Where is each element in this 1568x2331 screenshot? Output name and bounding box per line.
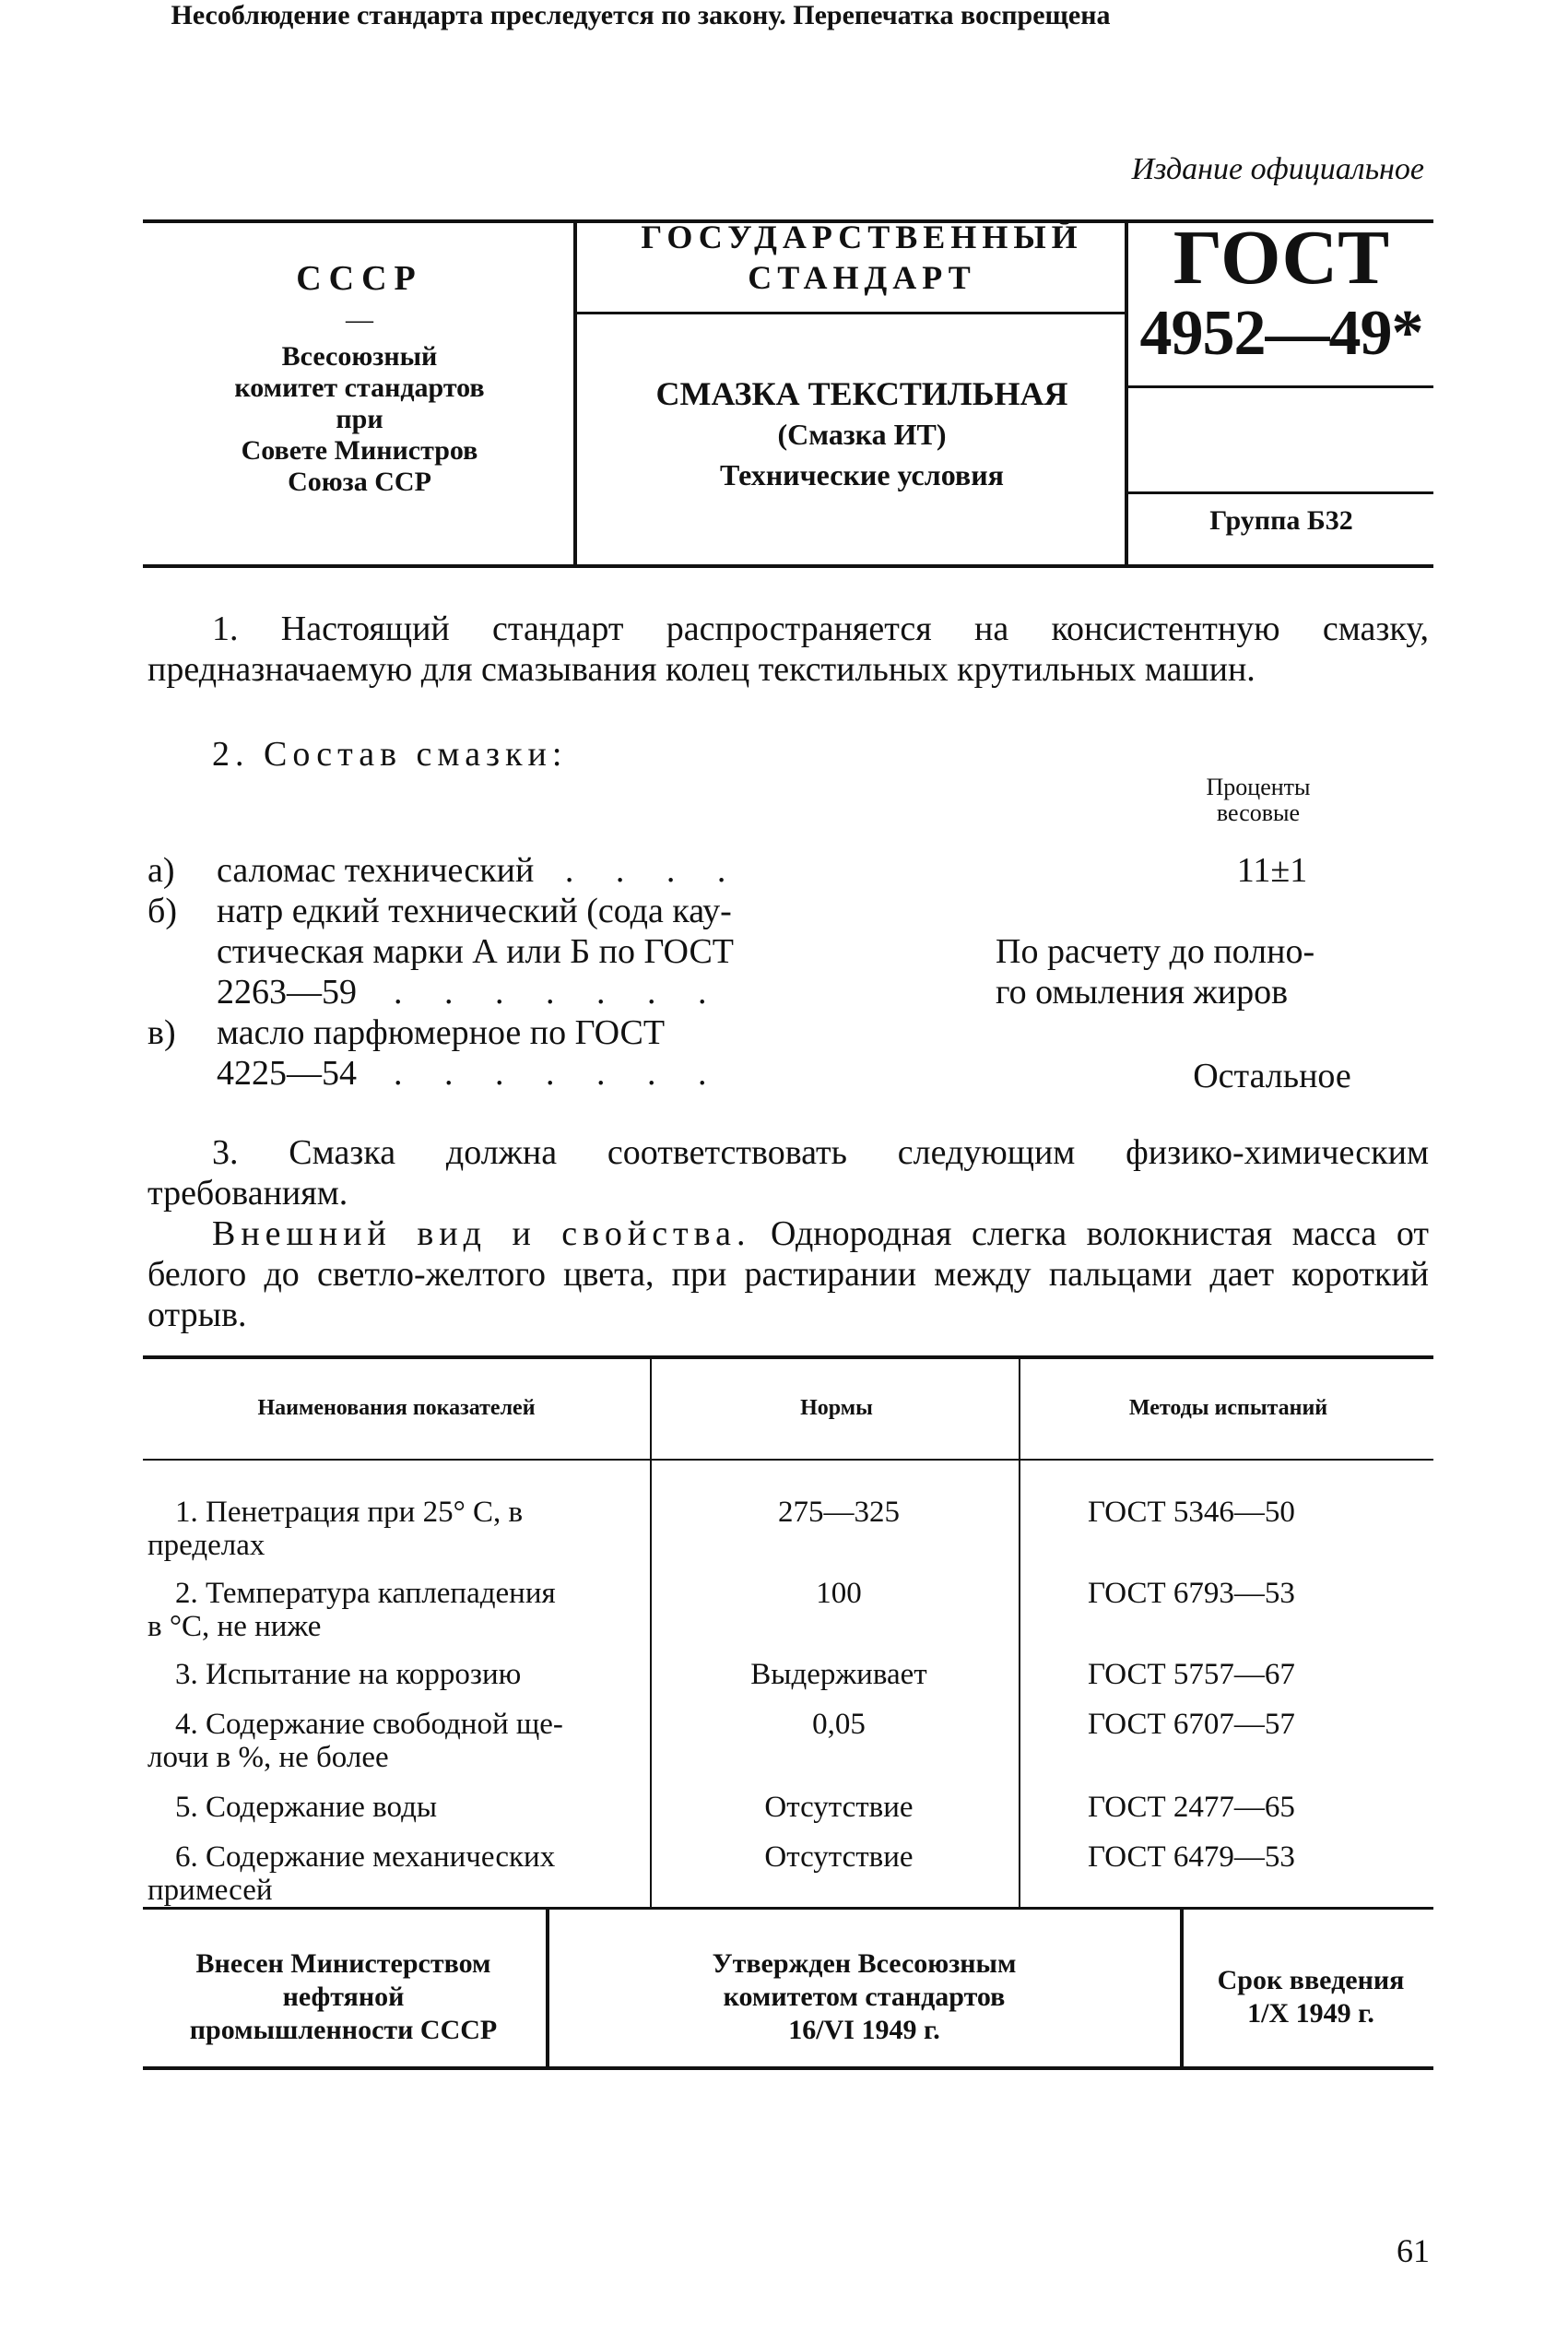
- effective-line: 1/X 1949 г.: [1247, 1998, 1374, 2029]
- committee-line: Всесоюзный: [281, 341, 438, 372]
- gost-rule-1: [1128, 385, 1433, 388]
- committee-line: Совете Министров: [241, 435, 478, 466]
- table-row-name: [147, 1791, 645, 1824]
- table-row-method: ГОСТ 2477—65: [1088, 1791, 1295, 1824]
- row-name-line: 5. Содержание воды: [175, 1791, 438, 1824]
- composition-item: [217, 891, 903, 1012]
- table-row-name: [147, 1496, 645, 1562]
- composition-label: а): [147, 851, 175, 890]
- table-row-norm: 100: [816, 1577, 862, 1610]
- approved-line: 16/VI 1949 г.: [788, 2015, 940, 2045]
- introduced-line: нефтяной: [282, 1982, 405, 2012]
- composition-line: натр едкий технический (сода кау-: [217, 892, 732, 930]
- table-divider-1: [650, 1359, 652, 1907]
- percent-header-line: Проценты: [1206, 774, 1311, 800]
- gost-word: ГОСТ: [1173, 215, 1390, 301]
- table-row-norm: Отсутствие: [764, 1791, 914, 1824]
- gost-rule-2: [1128, 491, 1433, 494]
- composition-value-line: По расчету до полно-: [996, 932, 1315, 971]
- paragraph-1: 1. Настоящий стандарт распространяется на консистентную смазку, предназначаемую для смазывания колец текстильных крутильных машин.: [147, 609, 1429, 689]
- table-header-rule: [143, 1459, 1433, 1461]
- table-row-method: ГОСТ 6793—53: [1088, 1577, 1295, 1610]
- state-standard-label: [590, 217, 1134, 298]
- state-standard-line: ГОСУДАРСТВЕННЫЙ: [641, 219, 1083, 255]
- composition-item: [217, 1012, 903, 1094]
- gost-designation: [1129, 215, 1433, 371]
- paragraph-4: [147, 1213, 1429, 1335]
- table-header-norm: Нормы: [800, 1396, 873, 1420]
- table-row-norm: 275—325: [778, 1496, 900, 1529]
- composition-line: 4225—54: [217, 1054, 357, 1093]
- header-bottom-rule: [143, 564, 1433, 568]
- state-standard-line: СТАНДАРТ: [748, 259, 976, 296]
- table-bottom-rule: [143, 1907, 1433, 1910]
- country-label: СССР: [296, 259, 423, 298]
- committee-block: [147, 258, 572, 498]
- edition-label: Издание официальное: [1131, 152, 1424, 186]
- row-name-line: в °С, не ниже: [147, 1610, 322, 1643]
- title-line: Технические условия: [720, 458, 1004, 491]
- composition-line: 2263—59: [217, 973, 357, 1012]
- table-header-method: Методы испытаний: [1128, 1396, 1328, 1420]
- table-row-name: [147, 1577, 645, 1643]
- footer-bottom-rule: [143, 2066, 1433, 2070]
- row-name-line: пределах: [147, 1529, 265, 1562]
- table-row-norm: Выдерживает: [750, 1658, 927, 1691]
- committee-line: Союза ССР: [288, 467, 431, 497]
- table-row-name: [147, 1658, 645, 1691]
- composition-value: [996, 931, 1456, 1012]
- row-name-line: 3. Испытание на коррозию: [175, 1658, 522, 1691]
- leader-dots: . . . . . . .: [394, 1054, 724, 1093]
- composition-value: [1134, 1056, 1410, 1096]
- paragraph-3: 3. Смазка должна соответствовать следующим физико-химическим требованиям.: [147, 1133, 1429, 1213]
- table-row-method: ГОСТ 6707—57: [1088, 1708, 1295, 1741]
- table-row-method: ГОСТ 6479—53: [1088, 1840, 1295, 1874]
- introduced-line: Внесен Министерством: [195, 1948, 491, 1979]
- copyright-warning: Несоблюдение стандарта преследуется по закону. Перепечатка воспрещена: [171, 0, 1111, 30]
- row-name-line: лочи в %, не более: [147, 1741, 389, 1774]
- row-name-line: 2. Температура каплепадения: [175, 1577, 556, 1610]
- table-header-name: Наименования показателей: [257, 1396, 536, 1420]
- percent-header: [1120, 775, 1397, 826]
- composition-label: б): [147, 892, 177, 930]
- percent-header-line: весовые: [1216, 799, 1301, 826]
- country-dash: —: [346, 304, 373, 335]
- row-name-line: примесей: [147, 1874, 273, 1907]
- gost-number: 4952—49*: [1139, 298, 1423, 369]
- effective-date: [1187, 1964, 1434, 2030]
- table-row-method: ГОСТ 5757—67: [1088, 1658, 1295, 1691]
- composition-value-line: го омыления жиров: [996, 973, 1289, 1012]
- row-name-line: 1. Пенетрация при 25° С, в: [175, 1496, 524, 1529]
- composition-line: стическая марки А или Б по ГОСТ: [217, 932, 735, 971]
- approved-line: комитетом стандартов: [723, 1982, 1006, 2012]
- group-label: Группа Б32: [1209, 505, 1353, 536]
- leader-dots: . . . .: [564, 851, 743, 890]
- composition-heading: 2. Состав смазки:: [212, 735, 568, 774]
- row-name-line: 4. Содержание свободной ще-: [175, 1708, 563, 1741]
- table-divider-2: [1019, 1359, 1020, 1907]
- table-row-norm: Отсутствие: [764, 1840, 914, 1874]
- approved-line: Утвержден Всесоюзным: [712, 1948, 1017, 1979]
- committee-line: при: [336, 404, 383, 434]
- table-row-name: [147, 1840, 645, 1907]
- table-row-method: ГОСТ 5346—50: [1088, 1496, 1295, 1529]
- paragraph-2: [147, 734, 1429, 775]
- row-name-line: 6. Содержание механических: [175, 1840, 556, 1874]
- composition-value-line: Остальное: [1193, 1057, 1351, 1095]
- footer-divider-1: [546, 1910, 549, 2066]
- table-row-name: [147, 1708, 645, 1774]
- approved-by: [553, 1947, 1175, 2047]
- leader-dots: . . . . . . .: [394, 973, 724, 1012]
- document-title: [590, 373, 1134, 495]
- composition-line: масло парфюмерное по ГОСТ: [217, 1013, 666, 1052]
- appearance-lead: Внешний вид и свойства.: [212, 1214, 751, 1253]
- composition-label: в): [147, 1013, 176, 1052]
- composition-line: саломас технический: [217, 851, 535, 890]
- footer-divider-2: [1180, 1910, 1184, 2066]
- introduced-line: промышленности СССР: [189, 2015, 498, 2045]
- composition-item: [217, 850, 903, 891]
- effective-line: Срок введения: [1217, 1965, 1405, 1995]
- header-mid-rule: [577, 312, 1125, 314]
- title-line: (Смазка ИТ): [777, 418, 947, 451]
- table-top-rule: [143, 1355, 1433, 1359]
- title-line: СМАЗКА ТЕКСТИЛЬНАЯ: [655, 375, 1068, 412]
- composition-value-line: 11±1: [1236, 851, 1308, 890]
- appearance-text: Однородная слегка волокнистая масса от белого до светло-желтого цвета, при растирании между пальцами дает короткий отрыв.: [147, 1214, 1430, 1334]
- page-number: 61: [1397, 2232, 1430, 2269]
- header-divider-1: [573, 219, 577, 568]
- composition-value: [1134, 850, 1410, 891]
- introduced-by: [147, 1947, 539, 2047]
- committee-line: комитет стандартов: [234, 373, 485, 403]
- table-row-norm: 0,05: [812, 1708, 866, 1741]
